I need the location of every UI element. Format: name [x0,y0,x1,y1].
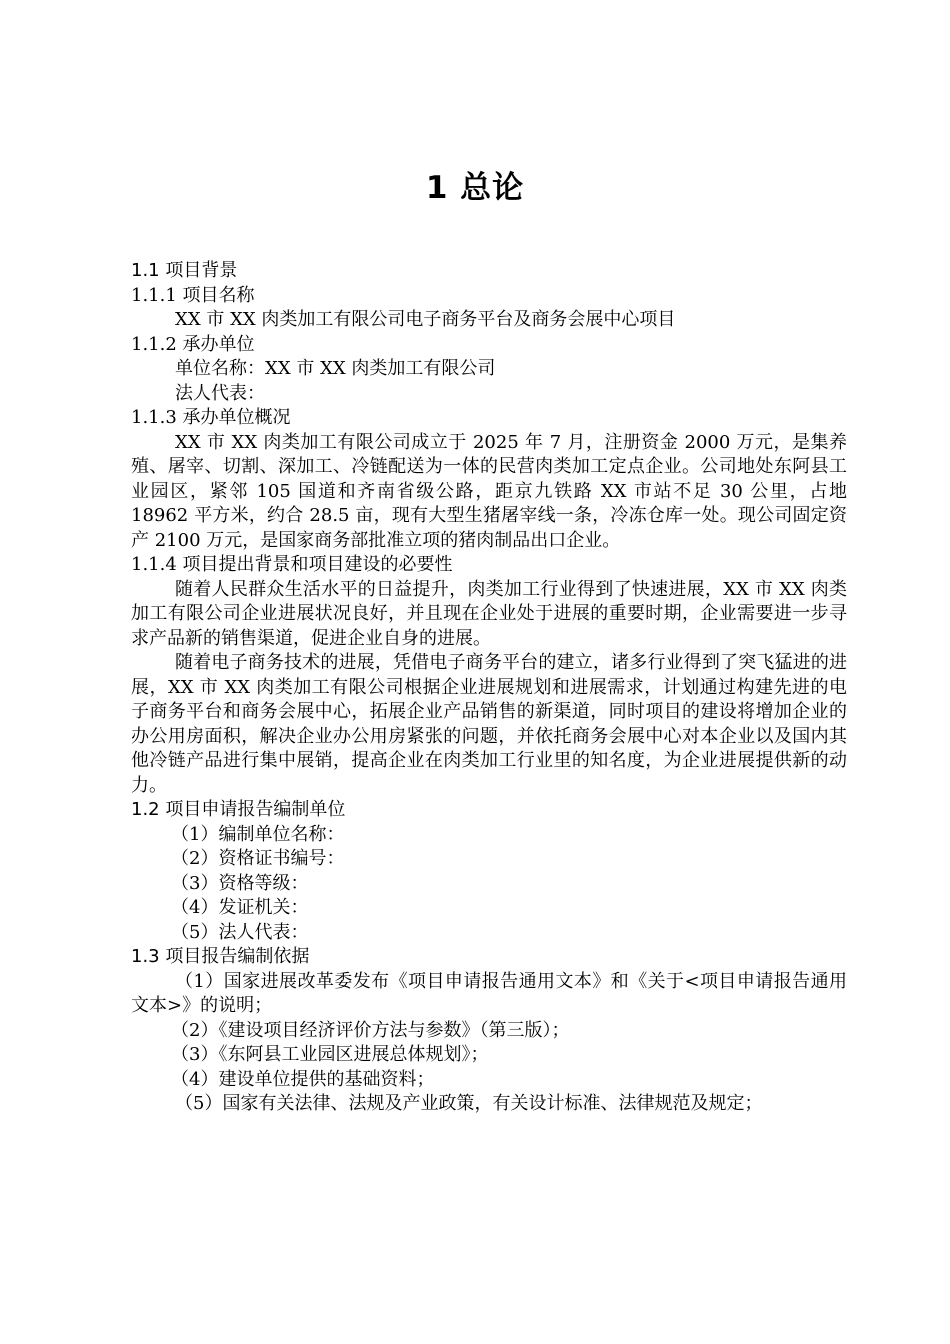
legal-rep-text: 法人代表： [175,382,265,404]
background-paragraph-2: 随着电子商务技术的进展，凭借电子商务平台的建立，诸多行业得到了突飞猛进的进展，XX 市 XX 肉类加工有限公司根据企业进展规划和进展需求，计划通过构建先进的电子商务平台和商务会展中心，拓展企业产品销售的新渠道，同时项目的建设将增加企业的办公用房面积，解决企业办公用房紧张的问题，并依托商务会展中心对本企业以及国内其他冷链产品进行集中展销，提高企业在肉类加工行业里的知名度，为企业进展提供新的动力。 [131,652,847,796]
document-body [131,259,847,1117]
basis-item-2: （2）《建设项目经济评价方法与参数》（第三版）； [171,1019,570,1041]
basis-item-1: （1）国家进展改革委发布《项目申请报告通用文本》和《关于<项目申请报告通用文本>》的说明； [131,970,847,1016]
section-heading-1-3: 1.3 项目报告编制依据 [131,946,310,967]
company-overview-paragraph: XX 市 XX 肉类加工有限公司成立于 2025 年 7 月，注册资金 2000 万元，是集养殖、屠宰、切割、深加工、冷链配送为一体的民营肉类加工定点企业。公司地处东阿县工业园区，紧邻 105 国道和齐南省级公路，距京九铁路 XX 市站不足 30 公里，占地 18962 平方米，约合 28.5 亩，现有大型生猪屠宰线一条，冷冻仓库一处。现公司固定资产 2100 万元，是国家商务部批准立项的猪肉制品出口企业。 [131,431,847,551]
subsection-heading-1-1-2: 1.1.2 承办单位 [131,333,255,355]
basis-item-5: （5）国家有关法律、法规及产业政策，有关设计标准、法律规范及规定； [175,1093,763,1114]
section-heading-1-1: 1.1 项目背景 [131,260,238,281]
list-item: （2）资格证书编号： [171,848,345,869]
list-item: （1）编制单位名称： [171,823,345,845]
chapter-title: 1 总论 [425,170,525,206]
section-heading-1-2: 1.2 项目申请报告编制单位 [131,799,346,820]
list-item: （3）资格等级： [171,872,309,894]
subsection-heading-1-1-1: 1.1.1 项目名称 [131,284,255,306]
subsection-heading-1-1-3: 1.1.3 承办单位概况 [131,407,291,428]
project-name-text: XX 市 XX 肉类加工有限公司电子商务平台及商务会展中心项目 [175,309,676,330]
background-paragraph-1: 随着人民群众生活水平的日益提升，肉类加工行业得到了快速进展，XX 市 XX 肉类加工有限公司企业进展状况良好，并且现在企业处于进展的重要时期，企业需要进一步寻求产品新的销售渠道，促进企业自身的进展。 [131,578,847,649]
basis-item-3: （3）《东阿县工业园区进展总体规划》； [171,1044,489,1065]
list-item: （4）发证机关： [171,897,309,918]
unit-name-text: 单位名称：XX 市 XX 肉类加工有限公司 [175,358,496,379]
basis-item-4: （4）建设单位提供的基础资料； [171,1068,435,1090]
subsection-heading-1-1-4: 1.1.4 项目提出背景和项目建设的必要性 [131,554,453,575]
list-item: （5）法人代表： [171,921,309,943]
